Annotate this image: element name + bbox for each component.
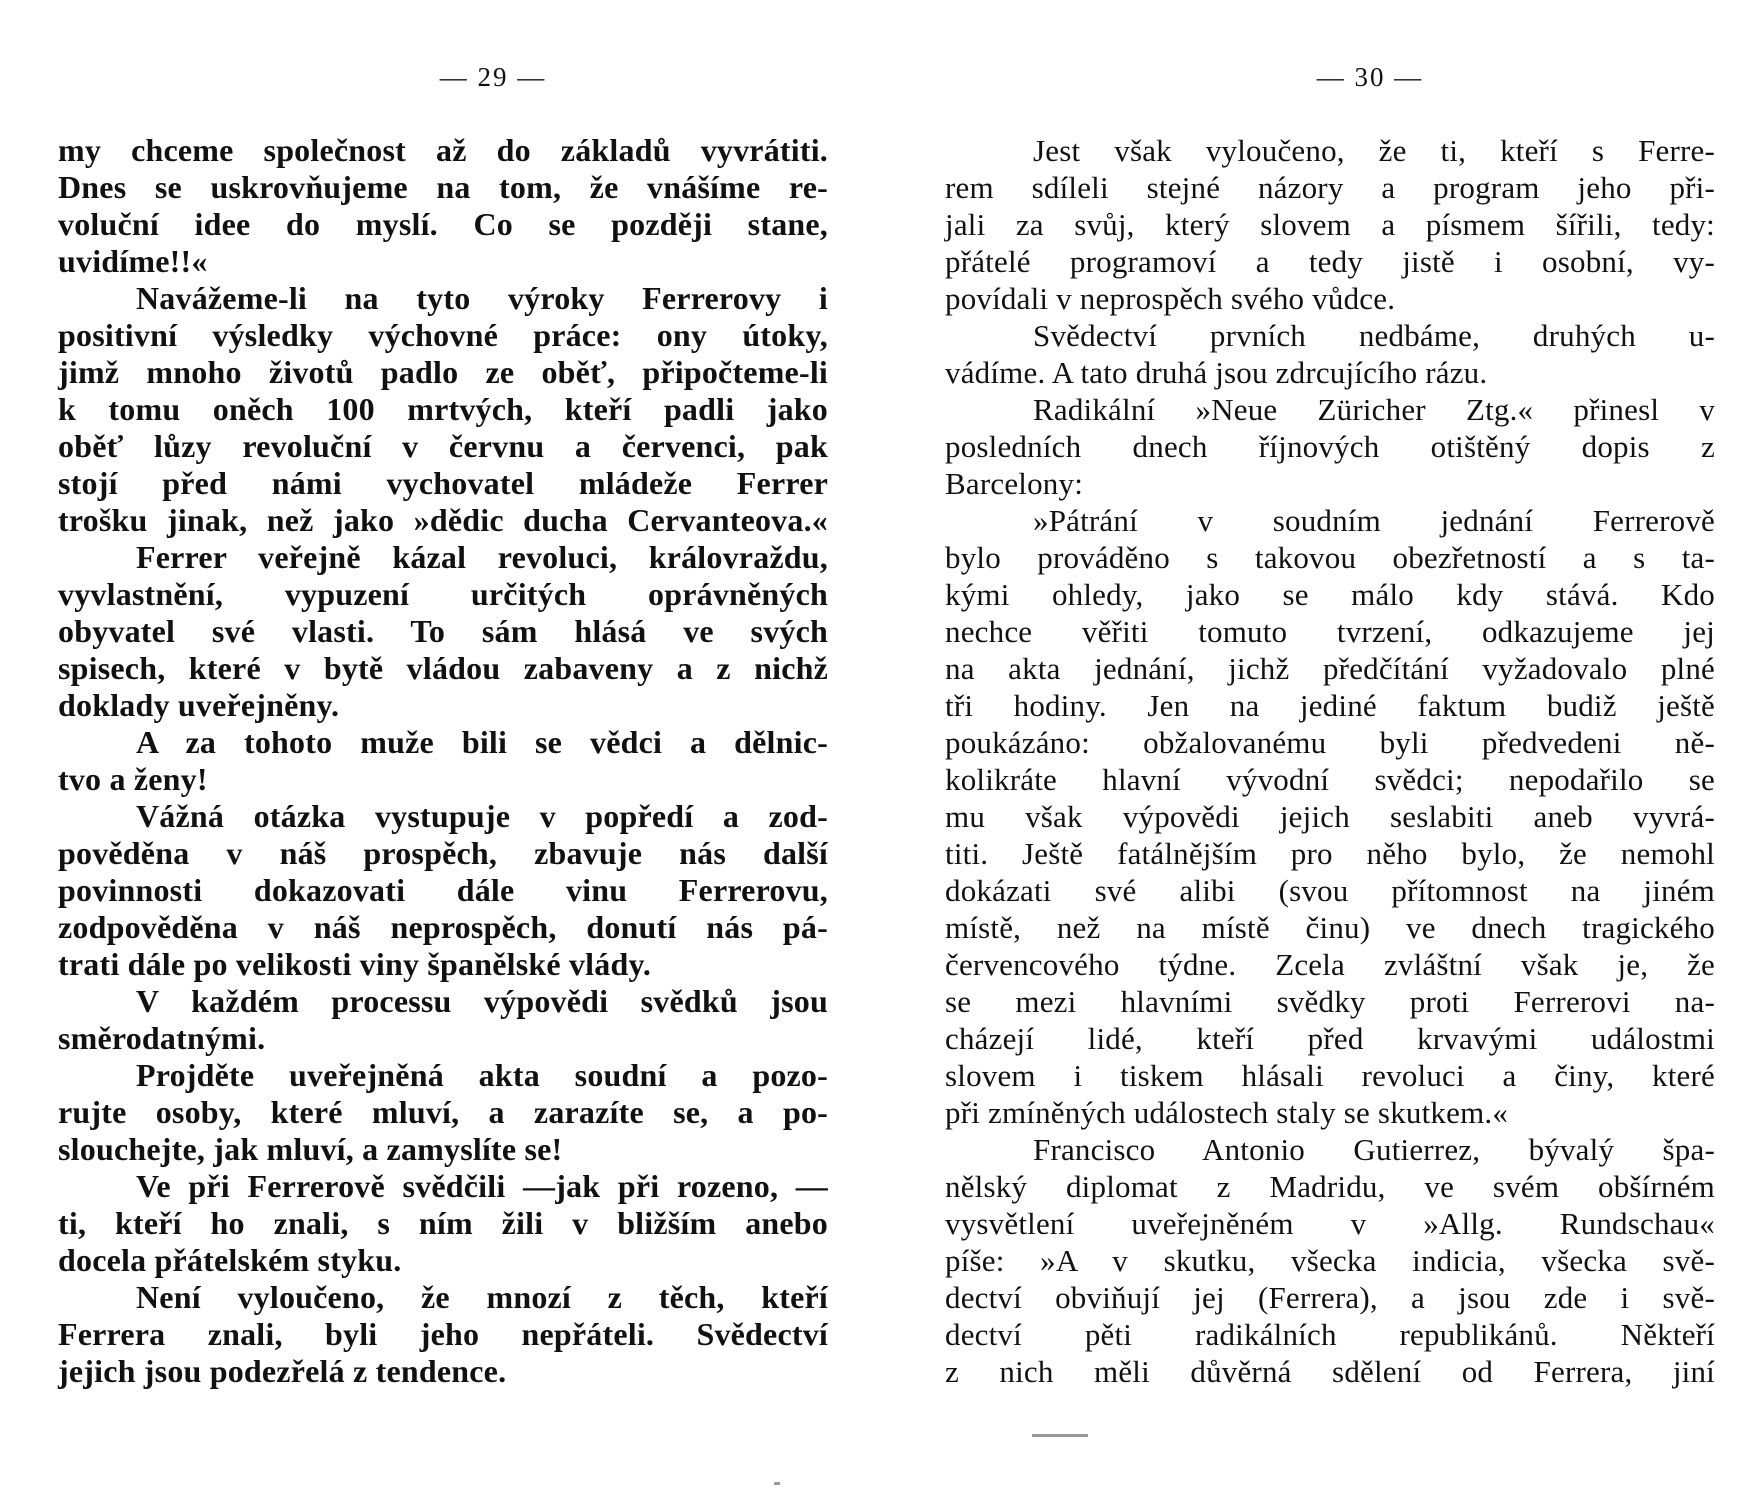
text-line: slouchejte, jak mluví, a zamyslíte se! xyxy=(58,1131,563,1167)
text-line: Navážeme-li na tyto výroky Ferrerovy i xyxy=(136,280,828,316)
text-line: na akta jednání, jichž předčítání vyžadovalo plné xyxy=(945,651,1715,686)
text-line: trati dále po velikosti viny španělské vlády. xyxy=(58,946,652,982)
right-page xyxy=(945,0,1715,1500)
text-line: se mezi hlavními svědky proti Ferrerovi na- xyxy=(945,984,1715,1019)
text-line: V každém processu výpovědi svědků jsou xyxy=(136,983,828,1019)
text-line: zodpověděna v náš neprospěch, donutí nás pá- xyxy=(58,909,828,945)
scan-smudge xyxy=(1032,1434,1088,1437)
text-line: píše: »A v skutku, všecka indicia, všecka svě- xyxy=(945,1243,1715,1278)
text-line: jali za svůj, který slovem a písmem šířili, tedy: xyxy=(945,207,1715,242)
text-line: přátelé programoví a tedy jistě i osobní, vy- xyxy=(945,244,1715,279)
text-line: dectví pěti radikálních republikánů. Někteří xyxy=(945,1317,1715,1352)
text-line: kými ohledy, jako se málo kdy stává. Kdo xyxy=(945,577,1715,612)
text-line: Barcelony: xyxy=(945,466,1084,501)
text-line: mu však výpovědi jejich seslabiti aneb vyvrá- xyxy=(945,799,1715,834)
text-line: obyvatel své vlasti. To sám hlásá ve svých xyxy=(58,613,828,649)
text-line: rem sdíleli stejné názory a program jeho při- xyxy=(945,170,1715,205)
text-line: jimž mnoho životů padlo ze oběť, připočteme-li xyxy=(58,354,828,390)
text-line: oběť lůzy revoluční v červnu a červenci, pak xyxy=(58,428,828,464)
text-line: rujte osoby, které mluví, a zarazíte se, a po- xyxy=(58,1094,828,1130)
text-line: Francisco Antonio Gutierrez, bývalý špa- xyxy=(1033,1132,1715,1167)
text-line: docela přátelském styku. xyxy=(58,1242,402,1278)
left-page-body xyxy=(58,132,828,1390)
text-line: voluční idee do myslí. Co se později stane, xyxy=(58,206,828,242)
text-line: A za tohoto muže bili se vědci a dělnic- xyxy=(136,724,828,760)
text-line: dokázati své alibi (svou přítomnost na jiném xyxy=(945,873,1715,908)
text-line: Jest však vyloučeno, že ti, kteří s Ferre- xyxy=(1033,133,1715,168)
text-line: nělský diplomat z Madridu, ve svém obšírném xyxy=(945,1169,1715,1204)
text-line: my chceme společnost až do základů vyvrátiti. xyxy=(58,132,828,168)
text-line: Projděte uveřejněná akta soudní a pozo- xyxy=(136,1057,828,1093)
text-line: bylo prováděno s takovou obezřetností a s ta- xyxy=(945,540,1715,575)
text-line: slovem i tiskem hlásali revoluci a činy, které xyxy=(945,1058,1715,1093)
text-line: Ferrera znali, byli jeho nepřáteli. Svědectví xyxy=(58,1316,828,1352)
text-line: cházejí lidé, kteří před krvavými událostmi xyxy=(945,1021,1715,1056)
text-line: vádíme. A tato druhá jsou zdrcujícího rázu. xyxy=(945,355,1488,390)
text-line: poukázáno: obžalovanému byli předvedeni ně- xyxy=(945,725,1715,760)
text-line: uvidíme!!« xyxy=(58,243,208,279)
text-line: směrodatnými. xyxy=(58,1020,266,1056)
text-line: Ferrer veřejně kázal revoluci, královraždu, xyxy=(136,539,828,575)
text-line: nechce věřiti tomuto tvrzení, odkazujeme jej xyxy=(945,614,1715,649)
text-line: ti, kteří ho znali, s ním žili v bližším anebo xyxy=(58,1205,828,1241)
text-line: titi. Ještě fatálnějším pro něho bylo, že nemohl xyxy=(945,836,1715,871)
scan-smudge xyxy=(774,1482,780,1485)
page-number-right: — 30 — xyxy=(1316,62,1424,92)
text-line: Dnes se uskrovňujeme na tom, že vnášíme re- xyxy=(58,169,828,205)
text-line: tvo a ženy! xyxy=(58,761,208,797)
text-line: při zmíněných událostech staly se skutkem.« xyxy=(945,1095,1509,1130)
text-line: Ve při Ferrerově svědčili —jak při rozeno, — xyxy=(136,1168,828,1204)
text-line: doklady uveřejněny. xyxy=(58,687,340,723)
text-line: Vážná otázka vystupuje v popředí a zod- xyxy=(136,798,828,834)
text-line: místě, než na místě činu) ve dnech tragického xyxy=(945,910,1715,945)
text-line: povinnosti dokazovati dále vinu Ferrerovu, xyxy=(58,872,828,908)
text-line: pověděna v náš prospěch, zbavuje nás další xyxy=(58,835,828,871)
text-line: vysvětlení uveřejněném v »Allg. Rundschau« xyxy=(945,1206,1715,1241)
text-line: Radikální »Neue Züricher Ztg.« přinesl v xyxy=(1033,392,1715,427)
left-page xyxy=(58,0,828,1500)
text-line: stojí před námi vychovatel mládeže Ferrer xyxy=(58,465,828,501)
text-line: Není vyloučeno, že mnozí z těch, kteří xyxy=(136,1279,828,1315)
text-line: spisech, které v bytě vládou zabaveny a z nichž xyxy=(58,650,828,686)
text-line: positivní výsledky výchovné práce: ony útoky, xyxy=(58,317,828,353)
text-line: k tomu oněch 100 mrtvých, kteří padli jako xyxy=(58,391,828,427)
right-page-body xyxy=(945,132,1715,1390)
page-number-left: — 29 — xyxy=(439,62,547,92)
text-line: jejich jsou podezřelá z tendence. xyxy=(58,1353,507,1389)
text-line: červencového týdne. Zcela zvláštní však je, že xyxy=(945,947,1715,982)
text-line: dectví obviňují jej (Ferrera), a jsou zde i svě- xyxy=(945,1280,1715,1315)
text-line: kolikráte hlavní vývodní svědci; nepodařilo se xyxy=(945,762,1715,797)
text-line: povídali v neprospěch svého vůdce. xyxy=(945,281,1396,316)
text-line: posledních dnech říjnových otištěný dopis z xyxy=(945,429,1715,464)
text-line: z nich měli důvěrná sdělení od Ferrera, jiní xyxy=(945,1354,1715,1389)
text-line: vyvlastnění, vypuzení určitých oprávněných xyxy=(58,576,828,612)
text-line: Svědectví prvních nedbáme, druhých u- xyxy=(1033,318,1715,353)
text-line: »Pátrání v soudním jednání Ferrerově xyxy=(1033,503,1715,538)
text-line: tři hodiny. Jen na jediné faktum budiž ještě xyxy=(945,688,1715,723)
text-line: trošku jinak, než jako »dědic ducha Cervanteova.« xyxy=(58,502,828,538)
